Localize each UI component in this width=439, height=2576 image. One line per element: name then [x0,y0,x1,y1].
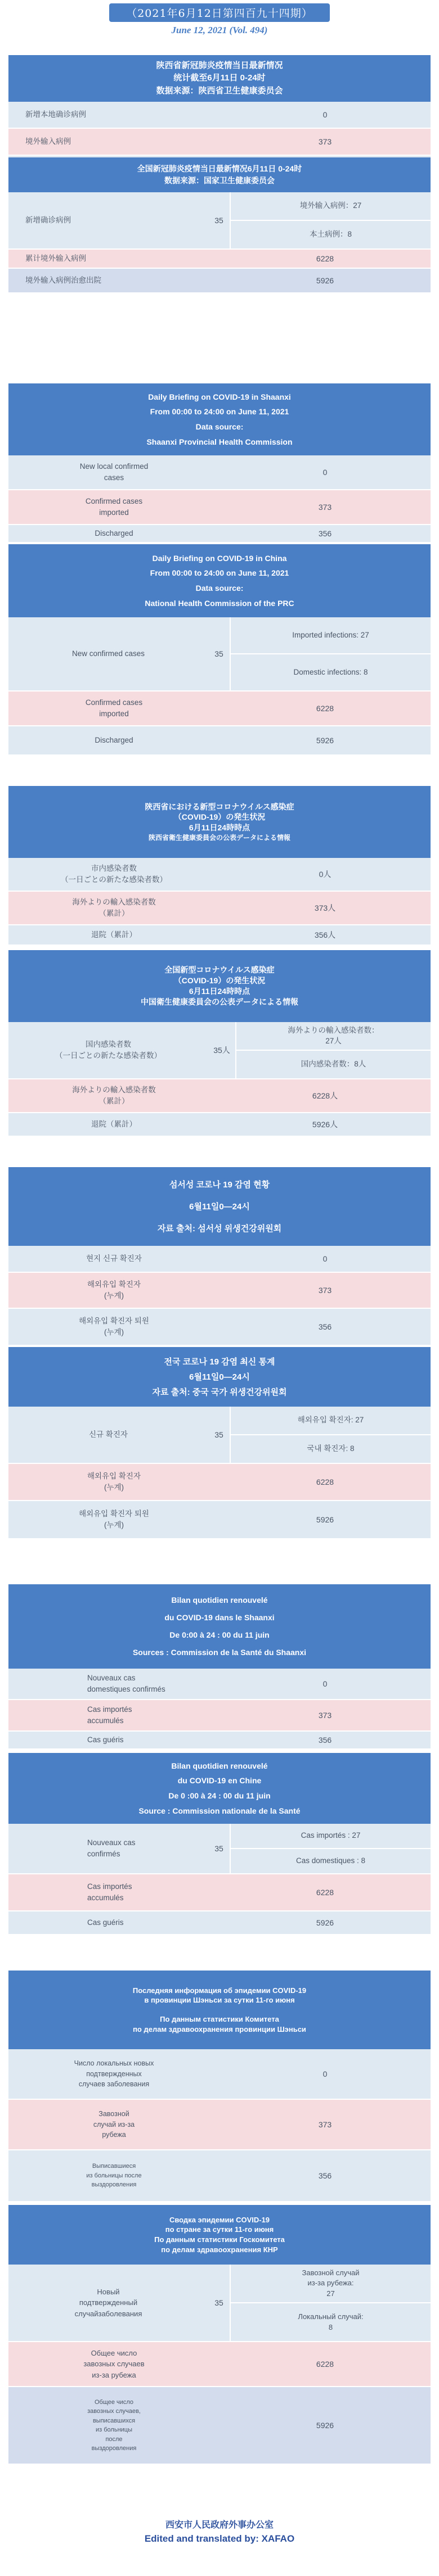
cn-china-source: 数据来源：国家卫生健康委员会 [164,176,275,185]
row-value: 373 [318,2120,332,2129]
row-label: Nouveaux cas domestiques confirmés [87,1673,165,1693]
table-row [8,892,431,925]
row-label: 해외유입 확진자 퇴원 (누계) [79,1509,149,1529]
row-value: 356 [318,1736,332,1745]
jp-china-period: 6月11日24時時点 [189,987,250,996]
table-row [8,455,431,490]
table-row [8,129,431,156]
row-label: Discharged [95,528,133,537]
table-row [8,1407,431,1464]
row-value: 6228 [316,1888,334,1897]
footer-credit: Edited and translated by: XAFAO [144,2533,295,2544]
row-label: 新增本地确诊病例 [25,110,86,119]
kr-shaanxi-source: 자료 출처: 섬서성 위생건강위원회 [157,1223,282,1233]
ru-china-title: Сводка эпидемии COVID-19 [169,2215,270,2224]
table-row [8,1824,431,1874]
row-value: 5926人 [312,1120,338,1129]
row-label: Confirmed cases imported [85,698,143,718]
row-label: 해외유입 확진자 (누계) [87,1280,141,1300]
table-row [8,1113,431,1137]
row-label: 新增确诊病例 [25,215,71,224]
table-row [8,1079,431,1113]
kr-china-source: 자료 출처: 중국 국가 위생건강위원회 [152,1387,287,1397]
row-value: 6228 [316,704,334,713]
imported-value: Завозной случай из-за рубежа: 27 [302,2268,360,2298]
table-row [8,2150,431,2202]
local-value: 国内感染者数：8人 [236,1050,431,1078]
row-label: 市内感染者数 （一日ごとの新たな感染者数） [61,864,167,884]
en-shaanxi-source: Shaanxi Provincial Health Commission [146,437,293,446]
jp-shaanxi-table [8,786,431,946]
fr-china-title: Bilan quotidien renouvelé [171,1761,268,1770]
kr-china-period: 6월11일0—24시 [189,1372,250,1382]
row-label: Cas importés accumulés [87,1882,132,1902]
row-value: 6228 [316,254,334,263]
table-row [8,925,431,946]
table-row [8,1022,431,1079]
row-value: 0 [322,1679,328,1688]
row-label: Общее число завозных случаев из-за рубежа [83,2348,145,2379]
row-value: 35 [208,2265,231,2341]
kr-china-title: 전국 코로나 19 감염 최신 통계 [164,1357,275,1367]
row-label: 海外よりの輸入感染者数 （累計） [72,897,156,918]
kr-shaanxi-table [8,1167,431,1346]
local-value: 本土病例：8 [231,220,431,248]
row-label: 国内感染者数 （一日ごとの新たな感染者数） [55,1040,162,1060]
ru-china-period: по стране за сутки 11-го июня [165,2225,274,2234]
row-value: 5926 [316,1918,334,1927]
row-value: 356 [318,529,332,538]
en-china-table [8,544,431,756]
imported-value: Cas importés : 27 [301,1831,361,1840]
row-value: 373 [318,1286,332,1295]
jp-china-table [8,950,431,1137]
table-row [8,2342,431,2387]
table-row [8,102,431,129]
table-row [8,2265,431,2342]
local-value: Cas domestiques : 8 [231,1848,431,1873]
table-row [8,1501,431,1539]
fr-shaanxi-title: Bilan quotidien renouvelé [171,1596,268,1605]
table-row [8,1911,431,1935]
table-row [8,1874,431,1911]
row-label: Confirmed cases imported [85,496,143,517]
row-label: Выписавшиеся из больницы после выздоровления [86,2163,142,2189]
en-shaanxi-title: Daily Briefing on COVID-19 in Shaanxi [148,392,291,401]
row-value: 35 [208,1824,231,1873]
row-label: Общее число завозных случаев, выписавшихся из больницы после выздоровления [87,2398,141,2452]
kr-shaanxi-period: 6월11일0—24시 [189,1201,250,1212]
en-china-title: Daily Briefing on COVID-19 in China [152,553,287,563]
row-value: 35 [208,192,231,248]
row-label: 境外输入病例 [25,137,71,146]
row-label: Завозной случай из-за рубежа [93,2109,135,2139]
jp-china-source: 中国衛生健康委員会の公表データによる情報 [141,997,298,1006]
fr-china-subtitle: du COVID-19 en Chine [177,1776,262,1786]
row-value: 6228人 [312,1091,338,1100]
row-value: 373 [318,503,332,512]
kr-shaanxi-title: 섬서성 코로나 19 감염 현황 [169,1179,270,1190]
ru-shaanxi-source-l2: по делам здравоохранения провинции Шэньси [133,2024,306,2033]
ru-shaanxi-table [8,1971,431,2202]
jp-china-subtitle: （COVID-19）の発生状況 [173,976,266,986]
jp-china-title: 全国新型コロナウイルス感染症 [164,965,275,975]
ru-china-source-l1: По данным статистики Госкомитета [154,2235,285,2244]
ru-shaanxi-title: Последняя информация об эпидемии COVID-19 [132,1986,307,1995]
table-row [8,192,431,250]
table-row [8,1700,431,1732]
fr-china-table [8,1753,431,1935]
table-row [8,1246,431,1273]
row-value: 373 [318,1711,332,1720]
row-value: 6228 [316,2360,334,2369]
jp-shaanxi-source: 陝西省衛生健康委員会の公表データによる情報 [148,834,290,842]
row-label: Nouveaux cas confirmés [87,1838,136,1858]
cn-shaanxi-source: 数据来源：陕西省卫生健康委员会 [156,85,283,96]
row-value: 0 [322,1254,328,1263]
table-row [8,858,431,892]
table-row [8,2100,431,2150]
row-value: 356人 [314,930,336,939]
cn-shaanxi-title: 陕西省新冠肺炎疫情当日最新情况 [156,60,283,70]
row-label: Discharged [95,735,133,744]
row-value: 0人 [319,870,332,879]
local-value: 국내 확진자: 8 [231,1434,431,1463]
row-label: 해외유입 확진자 (누계) [87,1471,141,1492]
table-row [8,2387,431,2465]
issue-date: （2021年6月12日第四百九十四期） [109,3,330,22]
fr-shaanxi-period: De 0:00 à 24 : 00 du 11 juin [169,1630,270,1639]
table-row [8,1732,431,1750]
cn-china-table [8,157,431,293]
en-china-source-label: Data source: [195,584,244,593]
table-row [8,269,431,293]
row-label: 海外よりの輸入感染者数 （累計） [72,1085,156,1105]
ru-china-source-l2: по делам здравоохранения КНР [161,2245,278,2254]
en-shaanxi-table [8,383,431,543]
fr-china-period: De 0 :00 à 24 : 00 du 11 juin [168,1791,271,1800]
en-shaanxi-period: From 00:00 to 24:00 on June 11, 2021 [150,407,289,417]
table-row [8,525,431,543]
table-row [8,1669,431,1700]
row-value: 373 [318,137,332,146]
row-label: New local confirmed cases [79,462,149,482]
ru-shaanxi-period: в провинции Шэньси за сутки 11-го июня [144,1996,295,2005]
fr-shaanxi-source: Sources : Commission de la Santé du Shaanxi [132,1647,307,1657]
row-value: 35 [208,1407,231,1463]
table-row [8,617,431,692]
fr-shaanxi-table [8,1584,431,1750]
row-value: 0 [322,468,328,477]
en-china-period: From 00:00 to 24:00 on June 11, 2021 [150,568,289,578]
row-label: Cas guéris [87,1735,124,1744]
row-label: 退院（累計） [91,930,137,939]
ru-shaanxi-source-l1: По данным статистики Комитета [160,2015,279,2023]
row-label: 退院（累計） [91,1119,137,1128]
kr-china-table [8,1347,431,1539]
en-shaanxi-source-label: Data source: [195,422,244,431]
row-value: 5926 [316,1515,334,1524]
row-label: 신규 확진자 [89,1430,128,1439]
local-value: Локальный случай: 8 [231,2302,431,2341]
date-header [8,0,431,36]
imported-value: Imported infections: 27 [292,630,369,639]
imported-value: 海外よりの輸入感染者数： 27人 [288,1025,379,1045]
table-row [8,2049,431,2100]
row-label: Число локальных новых подтвержденных случаев заболевания [74,2059,154,2089]
local-value: Domestic infections: 8 [231,653,431,690]
table-row [8,1273,431,1309]
imported-value: 境外输入病例：27 [299,201,362,210]
table-row [8,1464,431,1501]
ru-china-table [8,2205,431,2465]
table-row [8,250,431,269]
row-label: Новый подтвержденный случайзаболевания [74,2287,142,2318]
row-label: 境外输入病例治愈出院 [25,275,101,284]
cn-china-title: 全国新冠肺炎疫情当日最新情况6月11日 0-24时 [137,164,302,173]
row-value: 5926 [316,736,334,745]
row-value: 35人 [208,1022,236,1078]
table-row [8,726,431,756]
table-row [8,692,431,726]
row-value: 35 [208,617,231,690]
row-label: 현지 신규 확진자 [86,1254,142,1263]
page [8,0,431,2576]
row-value: 6228 [316,1477,334,1486]
jp-shaanxi-title: 陝西省における新型コロナウイルス感染症 [145,802,294,811]
row-value: 356 [318,2171,332,2180]
fr-shaanxi-subtitle: du COVID-19 dans le Shaanxi [164,1613,275,1623]
row-label: New confirmed cases [71,649,145,658]
footer-office: 西安市人民政府外事办公室 [165,2520,274,2530]
jp-shaanxi-period: 6月11日24時時点 [189,823,250,833]
row-label: 累计境外输入病例 [25,254,86,263]
en-china-source: National Health Commission of the PRC [145,598,294,608]
cn-shaanxi-table [8,55,431,174]
row-value: 5926 [316,2421,334,2430]
row-value: 373人 [314,903,336,912]
row-value: 0 [322,2069,328,2078]
table-row [8,490,431,525]
row-label: Cas importés accumulés [87,1705,132,1725]
issue-subtitle: June 12, 2021 (Vol. 494) [171,25,268,35]
fr-china-source: Source : Commission nationale de la Santé [138,1806,301,1815]
imported-value: 해외유입 확진자: 27 [297,1416,364,1425]
cn-shaanxi-period: 统计截至6月11日 0-24时 [173,73,266,83]
jp-shaanxi-subtitle: （COVID-19）の発生状況 [173,812,266,822]
row-label: Cas guéris [87,1918,124,1927]
row-value: 356 [318,1322,332,1331]
row-value: 0 [322,110,328,119]
table-row [8,1309,431,1346]
row-label: 해외유입 확진자 퇴원 (누계) [79,1316,149,1336]
row-value: 5926 [316,276,334,285]
